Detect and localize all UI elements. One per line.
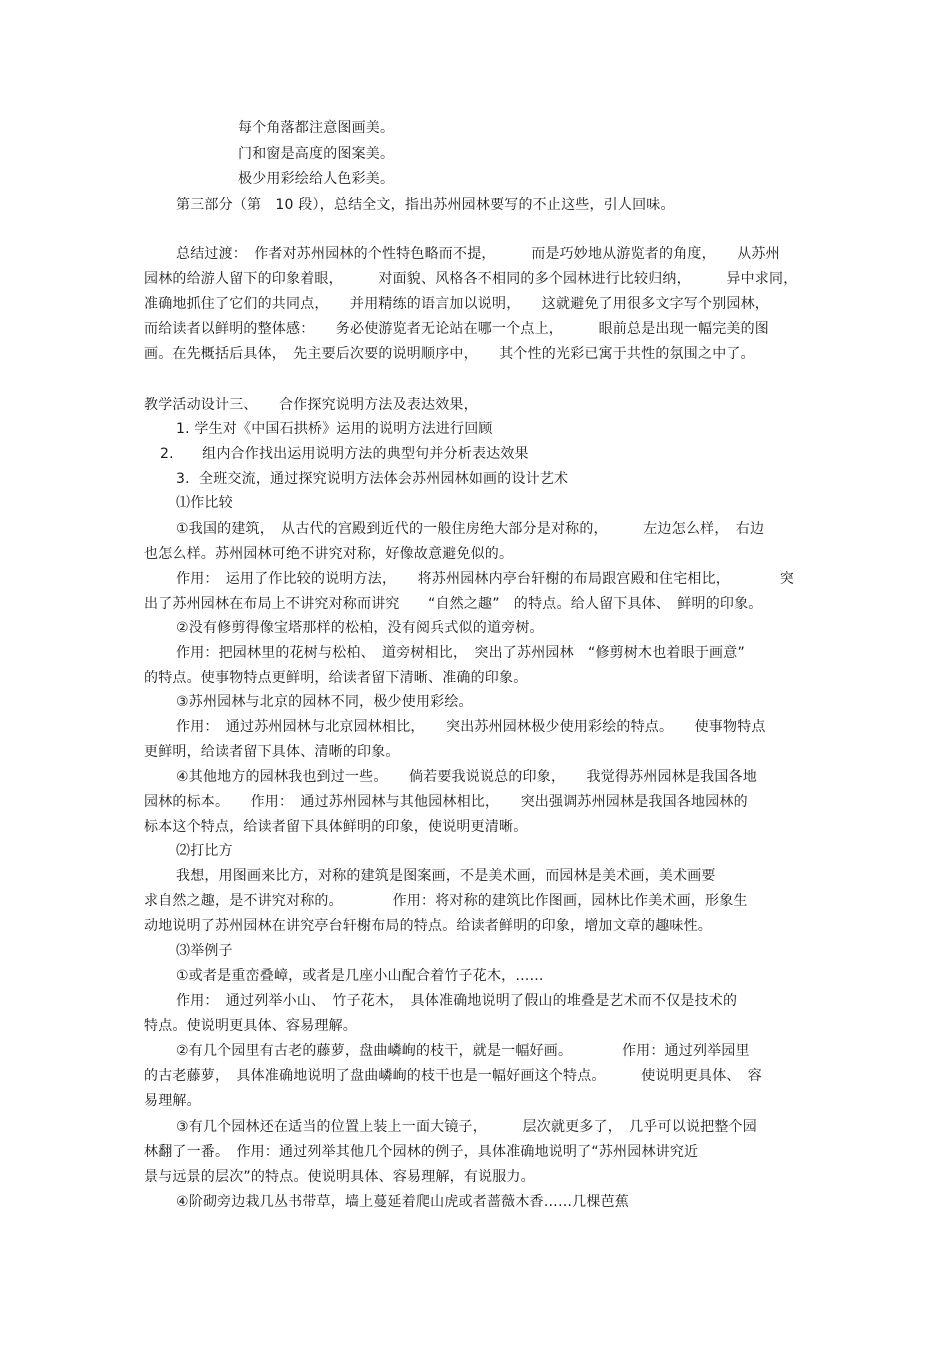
text-line: 特点。使说明更具体、容易理解。 xyxy=(144,1018,357,1034)
text-line: 2. 组内合作找出运用说明方法的典型句并分析表达效果 xyxy=(160,446,529,462)
text-line: 作用： 通过苏州园林与北京园林相比， 突出苏州园林极少使用彩绘的特点。 使事物特点 xyxy=(176,719,766,735)
text-line: 景与远景的层次”的特点。使说明具体、容易理解，有说服力。 xyxy=(144,1169,535,1185)
text-line: 动地说明了苏州园林在讲究亭台轩榭布局的特点。给读者鲜明的印象，增加文章的趣味性。 xyxy=(144,918,712,934)
text-line: 门和窗是高度的图案美。 xyxy=(238,146,395,162)
text-line: 极少用彩绘给人色彩美。 xyxy=(238,171,395,187)
text-line: ③有几个园林还在适当的位置上装上一面大镜子， 层次就更多了， 几乎可以说把整个园 xyxy=(176,1119,757,1135)
text-line: ⑴作比较 xyxy=(176,495,233,511)
text-line: ⑵打比方 xyxy=(176,843,233,859)
text-line: 我想，用图画来比方，对称的建筑是图案画，不是美术画，而园林是美术画，美术画要 xyxy=(176,868,716,884)
text-line: 每个角落都注意图画美。 xyxy=(238,120,395,136)
text-line: ④阶砌旁边栽几丛书带草，墙上蔓延着爬山虎或者蔷薇木香……几棵芭蕉 xyxy=(176,1194,629,1210)
text-line: 作用：把园林里的花树与松柏、 道旁树相比， 突出了苏州园林 “修剪树木也着眼于画意” xyxy=(176,645,745,661)
text-line: 而给读者以鲜明的整体感： 务必使游览者无论站在哪一个点上， 眼前总是出现一幅完美的图 xyxy=(144,321,769,337)
text-line: 第三部分（第 10 段），总结全文，指出苏州园林要写的不止这些，引人回味。 xyxy=(176,197,675,213)
text-line: 准确地抓住了它们的共同点， 并用精练的语言加以说明， 这就避免了用很多文字写个别园林， xyxy=(144,296,769,312)
text-line: 出了苏州园林在布局上不讲究对称而讲究 “自然之趣” 的特点。给人留下具体、 鲜明的印象。 xyxy=(144,596,763,612)
text-line: ①或者是重峦叠嶂，或者是几座小山配合着竹子花木，…… xyxy=(176,968,544,984)
text-line: 标本这个特点，给读者留下具体鲜明的印象，使说明更清晰。 xyxy=(144,819,528,835)
text-line: 更鲜明，给读者留下具体、清晰的印象。 xyxy=(144,744,400,760)
text-line: ④其他地方的园林我也到过一些。 倘若要我说说总的印象， 我觉得苏州园林是我国各地 xyxy=(176,769,757,785)
text-line: ①我国的建筑， 从古代的宫殿到近代的一般住房绝大部分是对称的， 左边怎么样， 右边 xyxy=(176,521,765,537)
text-line: 作用： 通过列举小山、 竹子花木， 具体准确地说明了假山的堆叠是艺术而不仅是技术的 xyxy=(176,993,738,1009)
text-line: 教学活动设计三、 合作探究说明方法及表达效果， xyxy=(144,397,478,413)
text-line: ②没有修剪得像宝塔那样的松柏，没有阅兵式似的道旁树。 xyxy=(176,620,544,636)
text-line: 作用： 运用了作比较的说明方法， 将苏州园林内亭台轩榭的布局跟宫殿和住宅相比， 突 xyxy=(176,571,794,587)
text-line: 3. 全班交流，通过探究说明方法体会苏州园林如画的设计艺术 xyxy=(176,471,569,487)
text-line: 的古老藤萝， 具体准确地说明了盘曲嶙峋的枝干也是一幅好画这个特点。 使说明更具体、 容 xyxy=(144,1068,762,1084)
text-line: ⑶举例子 xyxy=(176,943,233,959)
text-line: 园林的给游人留下的印象着眼， 对面貌、风格各不相同的多个园林进行比较归纳， 异中求同， xyxy=(144,271,798,287)
text-line: 园林的标本。 作用： 通过苏州园林与其他园林相比， 突出强调苏州园林是我国各地园林的 xyxy=(144,794,748,810)
text-line: 画。在先概括后具体， 先主要后次要的说明顺序中， 其个性的光彩已寓于共性的氛围之中了。 xyxy=(144,346,755,362)
text-line: 求自然之趣，是不讲究对称的。 作用：将对称的建筑比作图画，园林比作美术画，形象生 xyxy=(144,893,748,909)
text-line: 易理解。 xyxy=(144,1093,201,1109)
text-line: 也怎么样。苏州园林可绝不讲究对称，好像故意避免似的。 xyxy=(144,546,514,562)
text-line: 的特点。使事物特点更鲜明，给读者留下清晰、准确的印象。 xyxy=(144,670,528,686)
text-line: 总结过渡： 作者对苏州园林的个性特色略而不提， 而是巧妙地从游览者的角度， 从苏州 xyxy=(176,246,780,262)
text-line: ②有几个园里有古老的藤萝，盘曲嶙峋的枝干，就是一幅好画。 作用：通过列举园里 xyxy=(176,1043,750,1059)
text-line: 林翻了一番。 作用：通过列举其他几个园林的例子，具体准确地说明了“苏州园林讲究近 xyxy=(144,1144,699,1160)
text-line: 1. 学生对《中国石拱桥》运用的说明方法进行回顾 xyxy=(176,421,493,437)
text-line: ③苏州园林与北京的园林不同，极少使用彩绘。 xyxy=(176,694,473,710)
